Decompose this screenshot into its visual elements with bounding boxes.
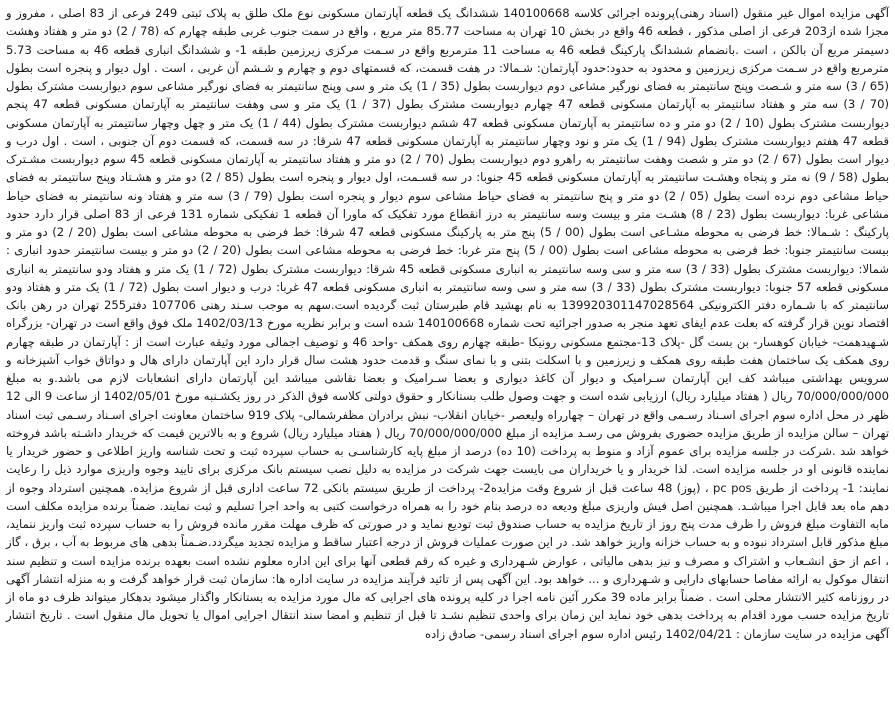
notice-body-text: آگهی مزایده اموال غیر منقول (اسناد رهنی)پرونده اجرائی کلاسه 140100668 ششدانگ یک قطعه آپارتمان مسکونی نوع ملک طلق به پلاک ثبتی 249 فرعی از 83 اصلی ، مفروز و مجزا شده از203 فرعی از اصلی مذکور ، قطعه 46 واقع در بخش 10 تهران به مساحت 85.77 متر مربع ، واقع در سمت جنوب غربی طبقه چهارم که (78 / 2) دو متر و هفتاد وهشت دسیمتر مربع آن بالکن ، است .بانضمام ششدانگ پارکینگ قطعه 46 به مساحت 11 مترمربع واقع در سـمت مرکزی زیرزمین طبقه 1- و ششدانگ انباری قطعه 46 به مساحت 5.73 مترمربع واقع در سـمت مرکزی زیرزمین و محدود به حدود:حدود آپارتمان: شـمالا: در هفت قسمت، که قسمتهای دوم و چهارم و شـشم آن غربی ، است . اول دیوار و پنجره است بطول (65 / 3) سه متر و شـصت وپنج سانتیمتر به فضای نورگیر مشاعی دوم دیواربست بطول (35 / 1) یک متر و سی وپنج سانتیمتر به فضای نورگیر مشاعی سوم دیواربست مشترک بطول (70 / 3) سه متر و هفتاد سانتیمتر به آپارتمان مسکونی قطعه 47 چهارم دیواربست مشترک بطول (37 / 1) یک متر و سی وهفت سانتیمتر به آپارتمان مسکونی قطعه 47 پنجم دیواربست مشترک بطول (10 / 2) دو متر و ده سانتیمتر به آپارتمان مسکونی قطعه 47 ششم دیواربست مشترک بطول (44 / 1) یک متر و چهل وچهار سانتیمتر به آپارتمان مسکونی قطعه 47 هفتم دیواربست مشترک بطول (94 / 1) یک متر و نود وچهار سانتیمتر به آپارتمان مسکونی قطعه 47 شرقا: در سه قسمت، که قسمت دوم آن جنوبی ، است . اول درب و دیوار است بطول (67 / 2) دو متر و شصت وهفت سانتیمتر به راهرو دوم دیواربست بطول (70 / 2) دو متر و هفتاد سانتیمتر به آپارتمان مسکونی قطعه 45 سوم دیواربست مشـترک بطول (58 / 9) نه متر و پنجاه وهشـت سانتیمتر به آپارتمان مسکونی قطعه 45 جنوبا: در سه قسـمت، اول دیوار و پنجره است بطول (85 / 2) دو متر و هشـتاد وپنج سانتیمتر به فضای حیاط مشاعی دوم نرده است بطول (05 / 2) دو متر و پنج سانتیمتر به فضای حیاط مشاعی سوم دیوار و پنجره است بطول (79 / 3) سه متر و هفتاد ونه سانتیمتر به فضای حیاط مشاعی غربا: دیواربست بطول (23 / 8) هشـت متر و بیست وسه سانتیمتر به درز انقطاع مورد تفکیک که ماورا آن قطعه 1 تفکیکی شماره 131 فرعی از 83 اصلی قرار دارد حدود پارکینگ : شـمالا: خط فرضی به محوطه مشـاعی است بطول (00 / 5) پنج متر به پارکینگ مسکونی قطعه 47 شرقا: خط فرضی به محوطه مشاعی است بطول (20 / 2) دو متر و بیست سانتیمتر جنوبا: خط فرضی به محوطه مشاعی است بطول (00 / 5) پنج متر غربا: خط فرضی به محوطه مشاعی است بطول (20 / 2) دو متر و بیست سانتیمتر حدود انباری : شمالا: دیواربست مشترک بطول (33 / 3) سه متر و سی وسه سانتیمتر به انباری مسکونی قطعه 45 شرقا: دیواربست مشترک بطول (72 / 1) یک متر و هفتاد ودو سانتیمتر به انباری مسکونی قطعه 57 جنوبا: دیواربست مشترک بطول (33 / 3) سه متر و سی وسه سانتیمتر به انباری مسکونی قطعه 47 غربا: درب و دیوار است بطول (72 / 1) یک متر و هفتاد ودو سانتیمتر که با شـماره دفتر الکترونیکی 139920301147028564 به نام بهشید قام طبرستان ثبت گردیده است.سهم به موجب سـند رهنی 107706 دفتر255 تهران در رهن بانک اقتصاد نوین قرار گرفته که بعلت عدم ایفای تعهد منجر به صدور اجرائیه تحت شماره 140100668 شده است و برابر نظریه مورخ 1402/03/13 ملک فوق واقع است در تهران- بزرگراه شـهید‌همت- خیابان کوهسار- بن بست گل -پلاک 13-مجتمع مسکونی رونیکا -طبقه چهارم روی همکف -واحد 46 و توصیف اجمالی مورد وثیقه عبارت است از : آپارتمان در طبقه چهارم روی همکف یک ساختمان هفت طبقه روی همکف و زیرزمین و با اسکلت بتنی و با نمای سنگ و قدمت حدود هشت سال قرار دارد این آپارتمان دارای هال و دواتاق خواب آشپزخانه و سرویس بهداشتی میباشد کف این آپارتمان سـرامیک و دیوار آن کاغذ دیواری و بعضا سـرامیک و بعضا نقاشی میباشد این آپارتمان دارای انشعابات لازم می باشد.و به مبلغ 70/000/000/000 ریال ( هفتاد میلیارد ریال) ارزیابی شده است و جهت وصول طلب بستانکار و حقوق دولتی کلاسه فوق الذکر در روز یکشـنبه مورخ 1402/05/01 از ساعت 9 الی 12 ظهر در محل اداره سوم اجرای اسـناد رسـمی واقع در تهران – چهارراه ولیعصر -خیابان انقلاب- نبش برادران مظفرشمالی- پلاک 919 ساختمان معاونت اجرای اسـناد رسـمی ثبت اسناد تهران – سالن مزایده از طریق مزایده حضوری بفروش می رسـد مزایده از مبلغ 70/000/000/000 ریال ( هفتاد میلیارد ریال) شروع و به بالاترین قیمت که خریدار داشـته باشد فروخته خواهد شد .شرکت در جلسه مزایده برای عموم آزاد و منوط به پرداخت (10 ده) درصد از مبلغ پایه کارشناسـی به حساب سپرده ثبت و تحت شناسه واریز اطلاعی و حضور خریدار یا نماینده قانونی او در جلسه مزایده است. لذا خریدار و یا خریداران می بایست جهت شرکت در مزایده به دلیل نصب سیستم بانک مرکزی برای تایید وجوه واریزی موارد ذیل را رعایت نمایند: 1- پرداخت از طریق pc pos ، (پوز) 48 ساعت قبل از شروع وقت مزایده2- پرداخت از طریق سیستم بانکی 72 ساعت اداری قبل از شروع مزایده. همچنین استرداد وجوه از دهم ماه بعد قابل اجرا میباشـد. همچنین اصل فیش واریزی مبلغ ودیعه ده درصد بنام خود را به همراه درخواست کتبی به واحد اجرا تسلیم و ثبت نمایند. ضمناً برنده مزایده مکلف است مابه التفاوت مبلغ فروش را ظرف مدت پنج روز از تاریخ مزایده به حساب صندوق ثبت تودیع نماید و در صورتی که ظرف مهلت مقرر مانده فروش را به حساب سپرده ثبت واریز ننماید، مبلغ مذکور قابل استرداد نبوده و به حساب خزانه واریز خواهد شد. در این صورت عملیات فروش از درجه اعتبار ساقط و مزایده تجدید میگردد.ضـمناً بدهی های مربوط به آب ، برق ، گاز ، اعم از حق انشـعاب و اشتراک و مصرف و نیز بدهی مالیاتی ، عوارض شـهرداری و غیره که رقم قطعی آنها برای این اداره معلوم نشده است بعهده برنده مزایده است و تنظیم سند انتقال موکول به ارائه مفاصا حسابهای دارایی و شـهرداری و ... خواهد بود. این آگهی پس از تائید فرآیند مزایده در سایت اداره ها: سازمان ثبت قرار خواهد گرفت و به منزله انتشار آگهی در روزنامه کثیر الانتشار محلی است . ضمناً برابر ماده 39 مکرر آئین نامه اجرا در کلیه پرونده های اجرایی که مال مورد مزایده به بستانکار واگذار میشود بدهکار میتواند ظرف دو ماه از تاریخ مزایده حسب مورد اقدام به پرداخت بدهی خود نماید این زمان برای واحدی تنظیم نشـد تا قبل از تنظیم و امضا سند انتقال اجرایی اموال یا تحویل مال منقول است . تاریخ انتشار آگهی مزایده در سایت سازمان : 1402/04/21 رئیس اداره سوم اجرای اسناد رسمی- صادق زاده: [6, 6, 890, 641]
